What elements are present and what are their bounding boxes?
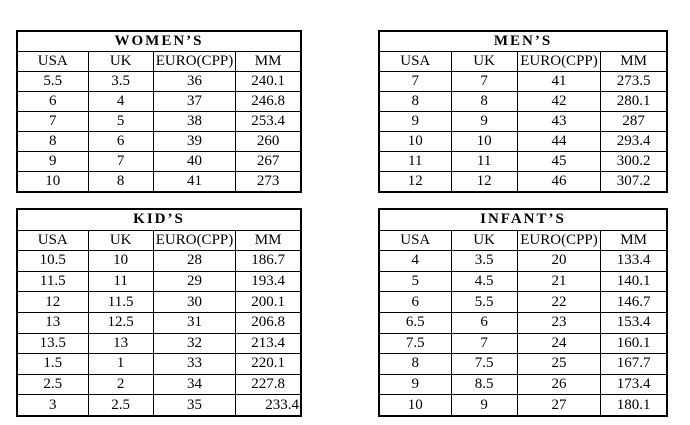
table-cell: 12 [17,292,88,313]
table-cell: 213.4 [236,333,301,354]
column-header-uk: UK [88,52,153,72]
mens-size-table [378,30,668,193]
table-cell: 246.8 [236,92,301,112]
table-row [379,312,667,333]
table-row [17,292,301,313]
column-header-row [17,230,301,251]
table-cell: 4 [379,251,451,272]
table-row [379,152,667,172]
column-header-mm: MM [236,52,301,72]
table-cell: 11 [88,271,153,292]
column-header-euro-cpp: EURO(CPP) [153,230,235,251]
table-title: WOMEN’S [17,31,301,52]
table-cell: 25 [517,354,601,375]
table-cell: 260 [236,132,301,152]
table-cell: 12 [379,172,451,193]
column-header-euro-cpp: EURO(CPP) [517,230,601,251]
table-title-row [17,209,301,230]
table-cell: 30 [153,292,235,313]
table-row [379,92,667,112]
table-cell: 12.5 [88,312,153,333]
column-header-uk: UK [451,230,517,251]
table-cell: 2 [88,374,153,395]
size-table [16,30,302,193]
table-row [17,132,301,152]
size-table [378,30,668,193]
table-cell: 8 [451,92,517,112]
table-cell: 6 [17,92,88,112]
table-cell: 300.2 [601,152,667,172]
table-cell: 21 [517,271,601,292]
table-cell: 10 [379,395,451,416]
table-cell: 240.1 [236,72,301,92]
table-cell: 11 [451,152,517,172]
table-title: KID’S [17,209,301,230]
table-row [17,333,301,354]
table-cell: 11.5 [88,292,153,313]
table-cell: 34 [153,374,235,395]
table-cell: 7 [17,112,88,132]
table-cell: 10 [379,132,451,152]
table-title-row [379,31,667,52]
womens-size-table [16,30,302,193]
table-cell: 27 [517,395,601,416]
table-cell: 5.5 [17,72,88,92]
table-cell: 253.4 [236,112,301,132]
table-cell: 10.5 [17,251,88,272]
table-cell: 8 [88,172,153,193]
table-cell: 6 [379,292,451,313]
table-cell: 9 [451,395,517,416]
table-cell: 7.5 [379,333,451,354]
table-cell: 5 [379,271,451,292]
table-row [17,92,301,112]
table-cell: 273.5 [601,72,667,92]
table-cell: 1 [88,354,153,375]
table-cell: 8 [17,132,88,152]
table-cell: 160.1 [601,333,667,354]
column-header-row [379,52,667,72]
table-cell: 13.5 [17,333,88,354]
table-cell: 9 [379,112,451,132]
table-cell: 140.1 [601,271,667,292]
table-cell: 11.5 [17,271,88,292]
table-cell: 41 [153,172,235,193]
table-cell: 36 [153,72,235,92]
table-cell: 31 [153,312,235,333]
table-cell: 42 [517,92,601,112]
table-cell: 39 [153,132,235,152]
table-cell: 6.5 [379,312,451,333]
table-row [17,112,301,132]
table-cell: 41 [517,72,601,92]
table-cell: 8.5 [451,374,517,395]
table-cell: 29 [153,271,235,292]
table-cell: 227.8 [236,374,301,395]
table-row [379,395,667,416]
table-cell: 3 [17,395,88,416]
table-cell: 186.7 [236,251,301,272]
table-row [17,354,301,375]
column-header-usa: USA [17,52,88,72]
table-cell: 206.8 [236,312,301,333]
table-cell: 35 [153,395,235,416]
size-table [16,208,302,417]
table-row [17,72,301,92]
table-cell: 7 [88,152,153,172]
column-header-euro-cpp: EURO(CPP) [517,52,601,72]
table-cell: 23 [517,312,601,333]
table-title-row [379,209,667,230]
table-row [17,374,301,395]
table-cell: 6 [88,132,153,152]
table-cell: 307.2 [601,172,667,193]
table-row [379,112,667,132]
table-row [379,354,667,375]
table-row [379,251,667,272]
table-title: INFANT’S [379,209,667,230]
table-cell: 2.5 [88,395,153,416]
column-header-mm: MM [236,230,301,251]
table-row [17,251,301,272]
table-cell: 13 [88,333,153,354]
column-header-row [379,230,667,251]
infants-size-table [378,208,668,417]
table-cell: 3.5 [451,251,517,272]
table-cell: 13 [17,312,88,333]
table-cell: 24 [517,333,601,354]
table-cell: 5 [88,112,153,132]
table-cell: 10 [88,251,153,272]
table-cell: 10 [17,172,88,193]
table-cell: 9 [17,152,88,172]
table-cell: 33 [153,354,235,375]
column-header-row [17,52,301,72]
table-cell: 7 [451,333,517,354]
table-cell: 7 [451,72,517,92]
table-cell: 273 [236,172,301,193]
table-row [379,72,667,92]
table-cell: 4 [88,92,153,112]
table-row [17,271,301,292]
table-cell: 38 [153,112,235,132]
table-row [17,152,301,172]
column-header-euro-cpp: EURO(CPP) [153,52,235,72]
table-cell: 200.1 [236,292,301,313]
column-header-usa: USA [379,52,451,72]
table-cell: 20 [517,251,601,272]
table-cell: 173.4 [601,374,667,395]
table-cell: 6 [451,312,517,333]
table-cell: 220.1 [236,354,301,375]
table-cell: 4.5 [451,271,517,292]
table-cell: 45 [517,152,601,172]
table-title-row [17,31,301,52]
table-row [379,132,667,152]
table-title: MEN’S [379,31,667,52]
table-cell: 287 [601,112,667,132]
table-cell: 7.5 [451,354,517,375]
table-cell: 26 [517,374,601,395]
table-cell: 40 [153,152,235,172]
table-cell: 167.7 [601,354,667,375]
kids-size-table [16,208,302,417]
table-row [379,271,667,292]
table-cell: 193.4 [236,271,301,292]
column-header-usa: USA [379,230,451,251]
table-cell: 7 [379,72,451,92]
table-cell: 146.7 [601,292,667,313]
table-cell: 280.1 [601,92,667,112]
table-cell: 1.5 [17,354,88,375]
table-cell: 180.1 [601,395,667,416]
table-cell: 2.5 [17,374,88,395]
column-header-mm: MM [601,52,667,72]
table-cell: 44 [517,132,601,152]
table-cell: 43 [517,112,601,132]
table-row [379,292,667,313]
column-header-uk: UK [451,52,517,72]
table-row [17,395,301,416]
table-cell: 28 [153,251,235,272]
table-cell: 46 [517,172,601,193]
table-cell: 133.4 [601,251,667,272]
column-header-usa: USA [17,230,88,251]
table-cell: 267 [236,152,301,172]
table-cell: 22 [517,292,601,313]
table-row [379,172,667,193]
table-cell: 37 [153,92,235,112]
table-cell: 5.5 [451,292,517,313]
table-cell: 8 [379,92,451,112]
table-cell: 233.4 [236,395,301,416]
table-cell: 3.5 [88,72,153,92]
table-cell: 9 [451,112,517,132]
table-row [17,172,301,193]
table-cell: 293.4 [601,132,667,152]
table-row [17,312,301,333]
column-header-mm: MM [601,230,667,251]
table-cell: 8 [379,354,451,375]
table-cell: 9 [379,374,451,395]
table-row [379,333,667,354]
table-cell: 10 [451,132,517,152]
column-header-uk: UK [88,230,153,251]
table-cell: 32 [153,333,235,354]
table-cell: 11 [379,152,451,172]
table-cell: 12 [451,172,517,193]
table-cell: 153.4 [601,312,667,333]
size-table [378,208,668,417]
table-row [379,374,667,395]
